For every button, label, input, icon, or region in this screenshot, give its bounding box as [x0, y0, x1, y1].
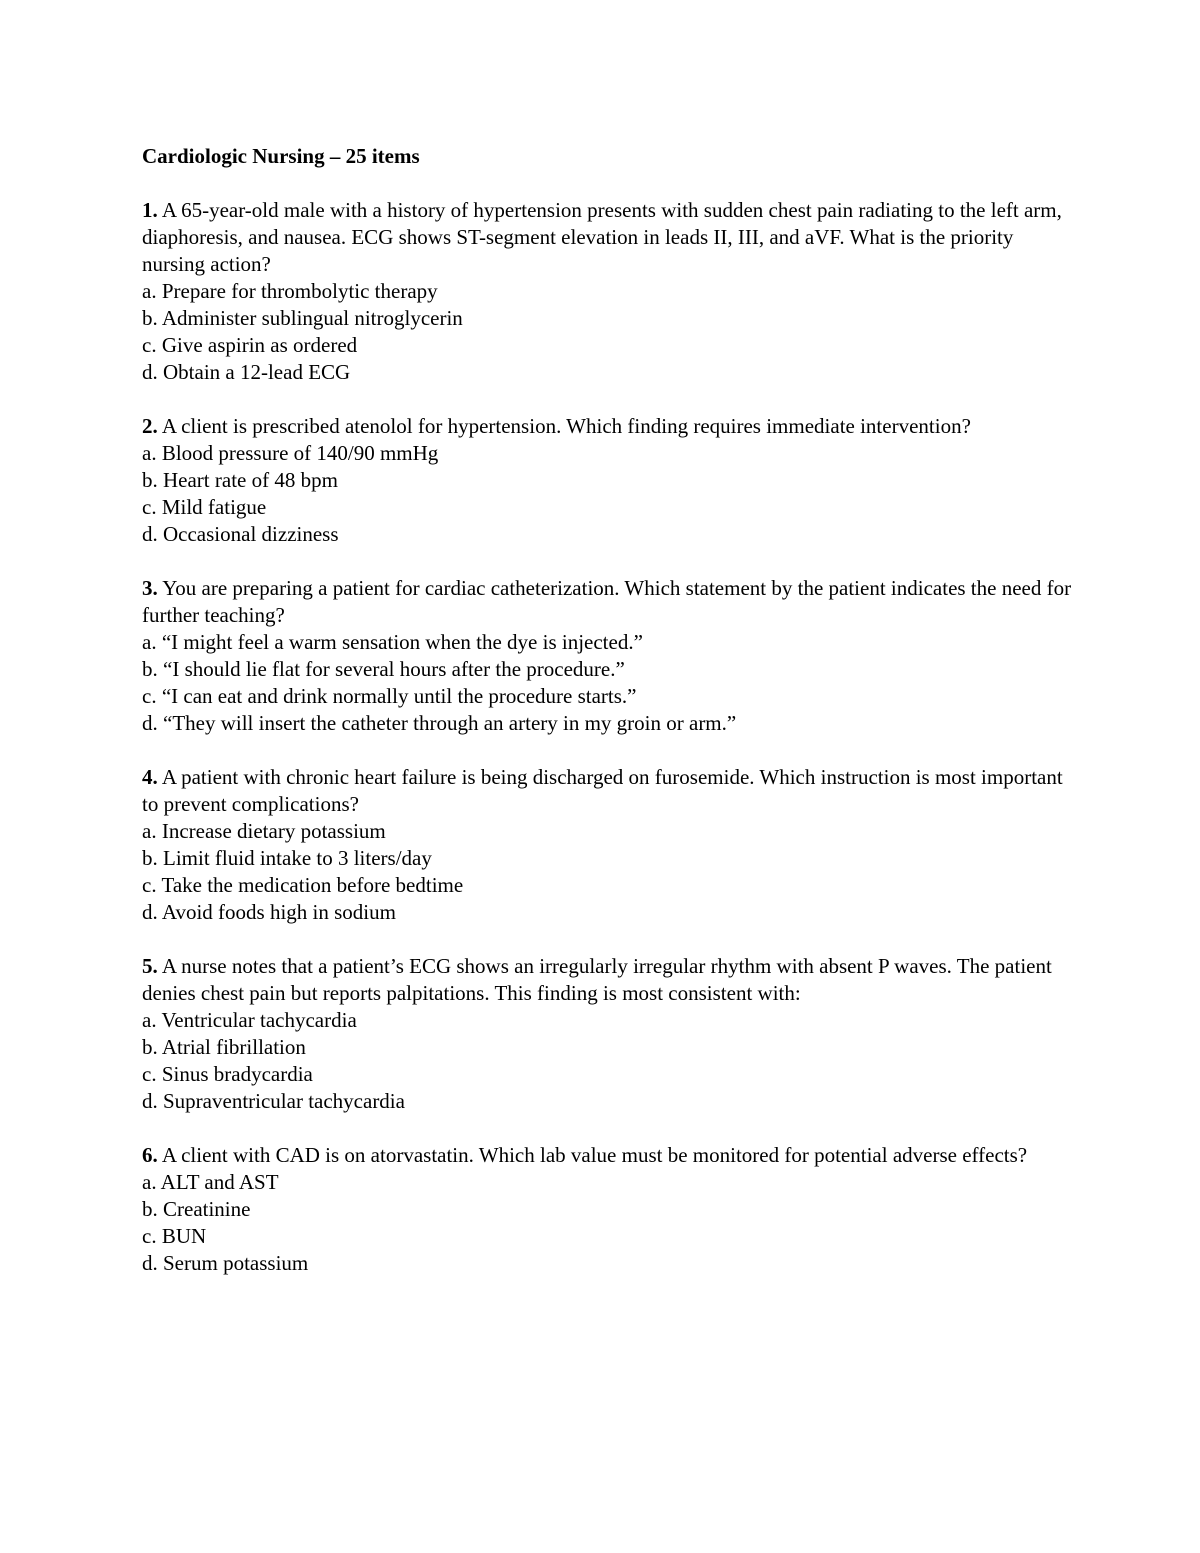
- option-text: Occasional dizziness: [163, 522, 339, 546]
- question-number: 3.: [142, 576, 158, 600]
- option-letter: d.: [142, 1251, 158, 1275]
- option-letter: c.: [142, 1224, 157, 1248]
- option-text: Mild fatigue: [161, 495, 267, 519]
- question-stem: [142, 953, 1072, 1007]
- answer-option: [142, 872, 1072, 899]
- option-letter: b.: [142, 468, 158, 492]
- option-text: Obtain a 12-lead ECG: [163, 360, 351, 384]
- answer-option: [142, 818, 1072, 845]
- question-text: A 65-year-old male with a history of hypertension presents with sudden chest pain radiating to the left arm, diaphoresis, and nausea. ECG shows ST-segment elevation in leads II, III, and aVF. What is the priority nursing action?: [142, 198, 1062, 276]
- option-letter: c.: [142, 684, 157, 708]
- question-text: A patient with chronic heart failure is being discharged on furosemide. Which instruction is most important to prevent complications?: [142, 765, 1063, 816]
- answer-option: [142, 683, 1072, 710]
- answer-option: [142, 656, 1072, 683]
- option-text: ALT and AST: [160, 1170, 279, 1194]
- option-text: Limit fluid intake to 3 liters/day: [163, 846, 432, 870]
- option-text: Creatinine: [163, 1197, 251, 1221]
- option-text: Supraventricular tachycardia: [163, 1089, 405, 1113]
- option-letter: a.: [142, 279, 157, 303]
- option-text: Avoid foods high in sodium: [161, 900, 396, 924]
- option-letter: c.: [142, 333, 157, 357]
- option-text: Heart rate of 48 bpm: [163, 468, 338, 492]
- question-number: 6.: [142, 1143, 158, 1167]
- answer-option: [142, 1196, 1072, 1223]
- question-text: You are preparing a patient for cardiac catheterization. Which statement by the patient indicates the need for further teaching?: [142, 576, 1072, 627]
- answer-option: [142, 1223, 1072, 1250]
- option-text: Increase dietary potassium: [161, 819, 386, 843]
- answer-option: [142, 1088, 1072, 1115]
- option-letter: b.: [142, 846, 158, 870]
- question-2: [142, 413, 1072, 548]
- question-number: 1.: [142, 198, 158, 222]
- option-text: Administer sublingual nitroglycerin: [161, 306, 463, 330]
- question-stem: [142, 197, 1072, 278]
- option-text: Serum potassium: [163, 1251, 309, 1275]
- option-letter: c.: [142, 495, 157, 519]
- question-1: [142, 197, 1072, 386]
- option-text: “I might feel a warm sensation when the dye is injected.”: [161, 630, 643, 654]
- question-stem: [142, 413, 1072, 440]
- question-6: [142, 1142, 1072, 1277]
- option-letter: b.: [142, 306, 158, 330]
- answer-option: [142, 332, 1072, 359]
- question-stem: [142, 575, 1072, 629]
- question-number: 5.: [142, 954, 158, 978]
- option-letter: a.: [142, 819, 157, 843]
- option-letter: d.: [142, 1089, 158, 1113]
- option-letter: a.: [142, 630, 157, 654]
- option-text: Take the medication before bedtime: [161, 873, 464, 897]
- answer-option: [142, 1169, 1072, 1196]
- answer-option: [142, 710, 1072, 737]
- answer-option: [142, 1250, 1072, 1277]
- option-letter: c.: [142, 873, 157, 897]
- question-4: [142, 764, 1072, 926]
- option-letter: b.: [142, 657, 158, 681]
- document-title: Cardiologic Nursing – 25 items: [142, 144, 420, 168]
- answer-option: [142, 845, 1072, 872]
- question-stem: [142, 1142, 1072, 1169]
- option-text: Prepare for thrombolytic therapy: [161, 279, 438, 303]
- answer-option: [142, 899, 1072, 926]
- option-letter: b.: [142, 1035, 158, 1059]
- question-stem: [142, 764, 1072, 818]
- answer-option: [142, 359, 1072, 386]
- answer-option: [142, 629, 1072, 656]
- document-body: [142, 143, 1072, 1304]
- question-text: A client with CAD is on atorvastatin. Which lab value must be monitored for potential adverse effects?: [161, 1143, 1028, 1167]
- option-letter: d.: [142, 522, 158, 546]
- answer-option: [142, 1007, 1072, 1034]
- option-letter: d.: [142, 900, 158, 924]
- option-letter: a.: [142, 1170, 157, 1194]
- answer-option: [142, 1034, 1072, 1061]
- question-text: A client is prescribed atenolol for hypertension. Which finding requires immediate intervention?: [161, 414, 971, 438]
- option-letter: a.: [142, 1008, 157, 1032]
- answer-option: [142, 521, 1072, 548]
- option-text: Blood pressure of 140/90 mmHg: [161, 441, 439, 465]
- question-5: [142, 953, 1072, 1115]
- option-text: “They will insert the catheter through an artery in my groin or arm.”: [163, 711, 737, 735]
- option-letter: d.: [142, 711, 158, 735]
- option-text: Give aspirin as ordered: [161, 333, 358, 357]
- option-text: “I can eat and drink normally until the procedure starts.”: [161, 684, 637, 708]
- option-text: Ventricular tachycardia: [161, 1008, 357, 1032]
- answer-option: [142, 305, 1072, 332]
- answer-option: [142, 440, 1072, 467]
- question-3: [142, 575, 1072, 737]
- option-text: “I should lie flat for several hours after the procedure.”: [163, 657, 625, 681]
- question-number: 4.: [142, 765, 158, 789]
- answer-option: [142, 467, 1072, 494]
- option-text: Atrial fibrillation: [161, 1035, 306, 1059]
- option-letter: d.: [142, 360, 158, 384]
- answer-option: [142, 278, 1072, 305]
- option-letter: c.: [142, 1062, 157, 1086]
- option-letter: b.: [142, 1197, 158, 1221]
- answer-option: [142, 494, 1072, 521]
- question-text: A nurse notes that a patient’s ECG shows an irregularly irregular rhythm with absent P waves. The patient denies chest pain but reports palpitations. This finding is most consistent with:: [142, 954, 1052, 1005]
- option-letter: a.: [142, 441, 157, 465]
- option-text: BUN: [161, 1224, 207, 1248]
- answer-option: [142, 1061, 1072, 1088]
- question-number: 2.: [142, 414, 158, 438]
- option-text: Sinus bradycardia: [161, 1062, 313, 1086]
